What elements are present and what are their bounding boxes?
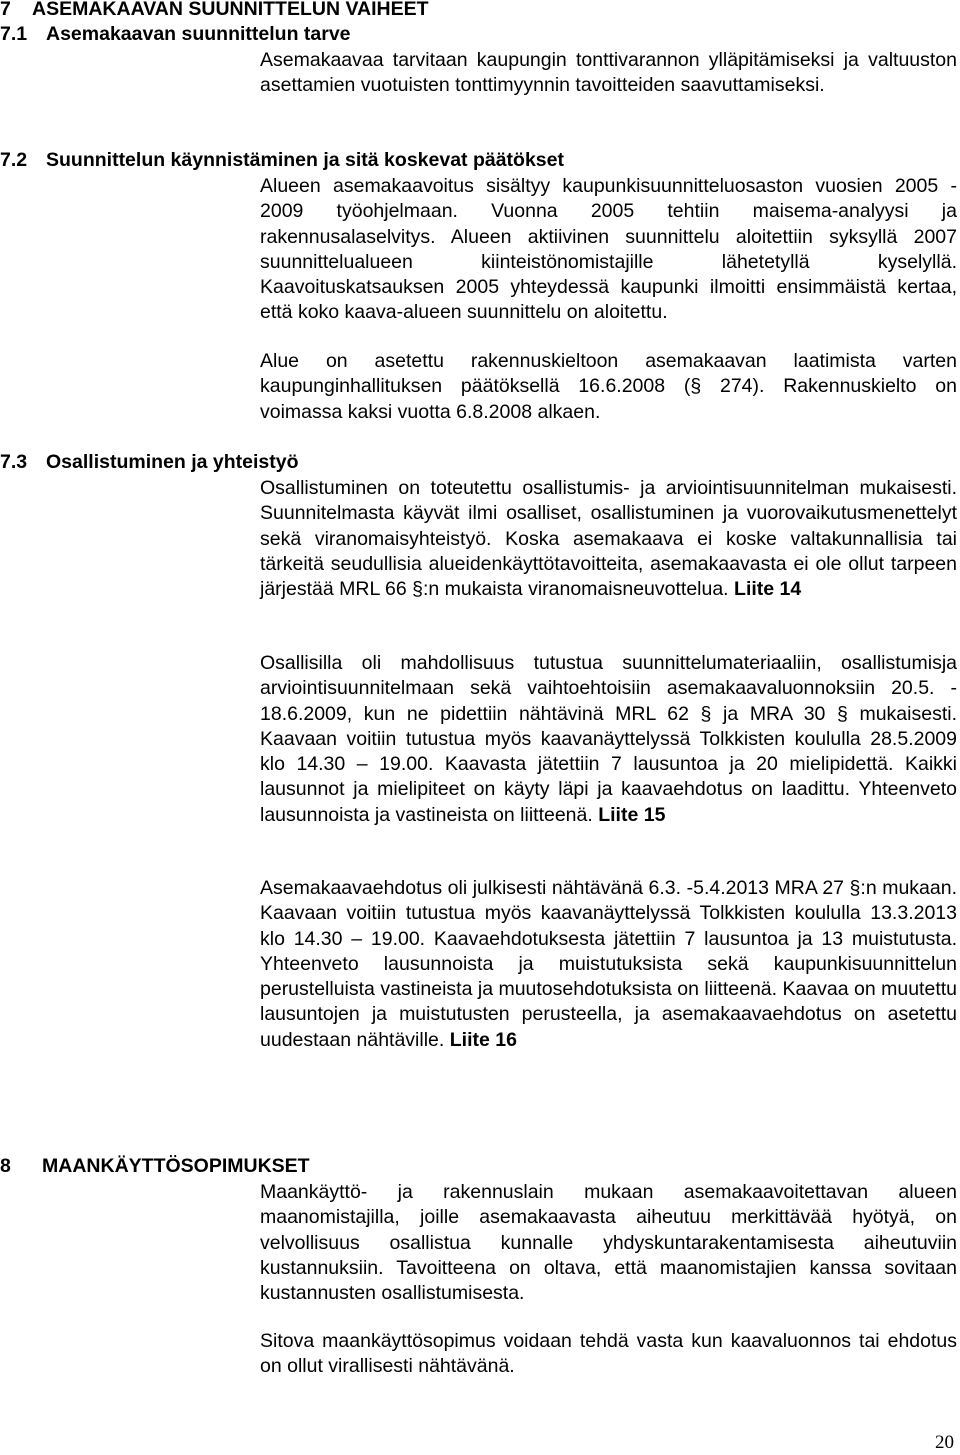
section-number: 7 [0, 0, 11, 20]
section-8-body-2 [260, 1329, 957, 1380]
section-title: ASEMAKAAVAN SUUNNITTELUN VAIHEET [32, 0, 429, 20]
section-7-3-body-1 [260, 476, 957, 602]
section-title: Osallistuminen ja yhteistyö [46, 451, 299, 473]
paragraph-text: Osallistuminen on toteutettu osallistumis- ja arviointisuunnitelman mukaisesti. Suunnitelmasta käyvät ilmi osalliset, osallistuminen ja vuorovaikutusmenettelyt sekä viranomaisyhteistyö. Koska asemakaava ei koske valtakunnallisia tai tärkeitä seudullisia alueidenkäyttötavoitteita, asemakaavasta ei ole ollut tarpeen järjestää MRL 66 §:n mukaista viranomaisneuvottelua. [260, 477, 957, 601]
paragraph: Maankäyttö- ja rakennuslain mukaan asemakaavoitettavan alueen maanomistajilla, joille asemakaavasta aiheutuu merkittävää hyötyä, on velvollisuus osallistua kunnalle yhdyskuntarakentamisesta aiheutuviin kustannuksiin. Tavoitteena on oltava, että maanomistajien kanssa sovitaan kustannusten osallistumisesta. [260, 1181, 957, 1305]
section-title: Asemakaavan suunnittelun tarve [46, 23, 351, 45]
paragraph: Asemakaavaa tarvitaan kaupungin tonttivarannon ylläpitämiseksi ja valtuuston asettamien vuotuisten tonttimyynnin tavoitteiden saavuttamiseksi. [260, 49, 957, 97]
section-number: 8 [0, 1155, 11, 1177]
section-number: 7.2 [0, 149, 28, 171]
paragraph: Sitova maankäyttösopimus voidaan tehdä vasta kun kaavaluonnos tai ehdotus on ollut virallisesti nähtävänä. [260, 1330, 957, 1378]
section-8-heading [0, 1154, 310, 1179]
section-7-2-body-2 [260, 349, 957, 425]
section-number: 7.3 [0, 451, 28, 473]
appendix-reference: Liite 16 [449, 1028, 517, 1051]
appendix-reference: Liite 15 [598, 803, 666, 826]
page-number: 20 [935, 1432, 954, 1453]
paragraph: Alueen asemakaavoitus sisältyy kaupunkisuunnitteluosaston vuosien 2005 - 2009 työohjelmaan. Vuonna 2005 tehtiin maisema-analyysi ja rakennusalaselvitys. Alueen aktiivinen suunnittelu aloitettiin syksyllä 2007 suunnittelualueen kiinteistönomistajille lähetetyllä kyselyllä. Kaavoituskatsauksen 2005 yhteydessä kaupunki ilmoitti ensimmäistä kertaa, että koko kaava-alueen suunnittelu on aloitettu. [260, 175, 957, 324]
section-7-1-body [260, 48, 957, 99]
section-7-3-body-2 [260, 651, 957, 828]
paragraph-text: Osallisilla oli mahdollisuus tutustua suunnittelumateriaaliin, osallistumisja arviointisuunnitelmaan sekä vaihtoehtoisiin asemakaavaluonnoksiin 20.5. - 18.6.2009, kun ne pidettiin nähtävinä MRL 62 § ja MRA 30 § mukaisesti. Kaavaan voitiin tutustua myös kaavanäyttelyssä Tolkkisten koululla 28.5.2009 klo 14.30 – 19.00. Kaavasta jätettiin 7 lausuntoa ja 20 mielipidettä. Kaikki lausunnot ja mielipiteet on käyty läpi ja kaavaehdotus on laadittu. Yhteenveto lausunnoista ja vastineista on liitteenä. [260, 652, 957, 826]
section-number: 7.1 [0, 23, 28, 45]
section-7-2-body-1 [260, 174, 957, 326]
section-7-2-heading [0, 148, 564, 173]
section-7-3-heading [0, 450, 299, 475]
section-8-body-1 [260, 1180, 957, 1306]
paragraph: Alue on asetettu rakennuskieltoon asemakaavan laatimista varten kaupunginhallituksen päätöksellä 16.6.2008 (§ 274). Rakennuskielto on voimassa kaksi vuotta 6.8.2008 alkaen. [260, 350, 957, 423]
section-7-3-body-3 [260, 876, 957, 1053]
appendix-reference: Liite 14 [734, 578, 802, 601]
section-7-heading [0, 0, 429, 22]
section-7-1-heading [0, 22, 351, 47]
paragraph-text: Asemakaavaehdotus oli julkisesti nähtävänä 6.3. -5.4.2013 MRA 27 §:n mukaan. Kaavaan voitiin tutustua myös kaavanäyttelyssä Tolkkisten koululla 13.3.2013 klo 14.30 – 19.00. Kaavaehdotuksesta jätettiin 7 lausuntoa ja 13 muistutusta. Yhteenveto lausunnoista ja muistutuksista sekä kaupunkisuunnittelun perustelluista vastineista ja muutosehdotuksista on liitteenä. Kaavaa on muutettu lausuntojen ja muistutusten perusteella, ja asemakaavaehdotus on asetettu uudestaan nähtäville. [260, 877, 958, 1051]
section-title: Suunnittelun käynnistäminen ja sitä koskevat päätökset [46, 149, 564, 171]
paragraph [260, 876, 957, 1053]
section-title: MAANKÄYTTÖSOPIMUKSET [42, 1155, 310, 1177]
paragraph [260, 476, 957, 602]
paragraph [260, 651, 957, 828]
